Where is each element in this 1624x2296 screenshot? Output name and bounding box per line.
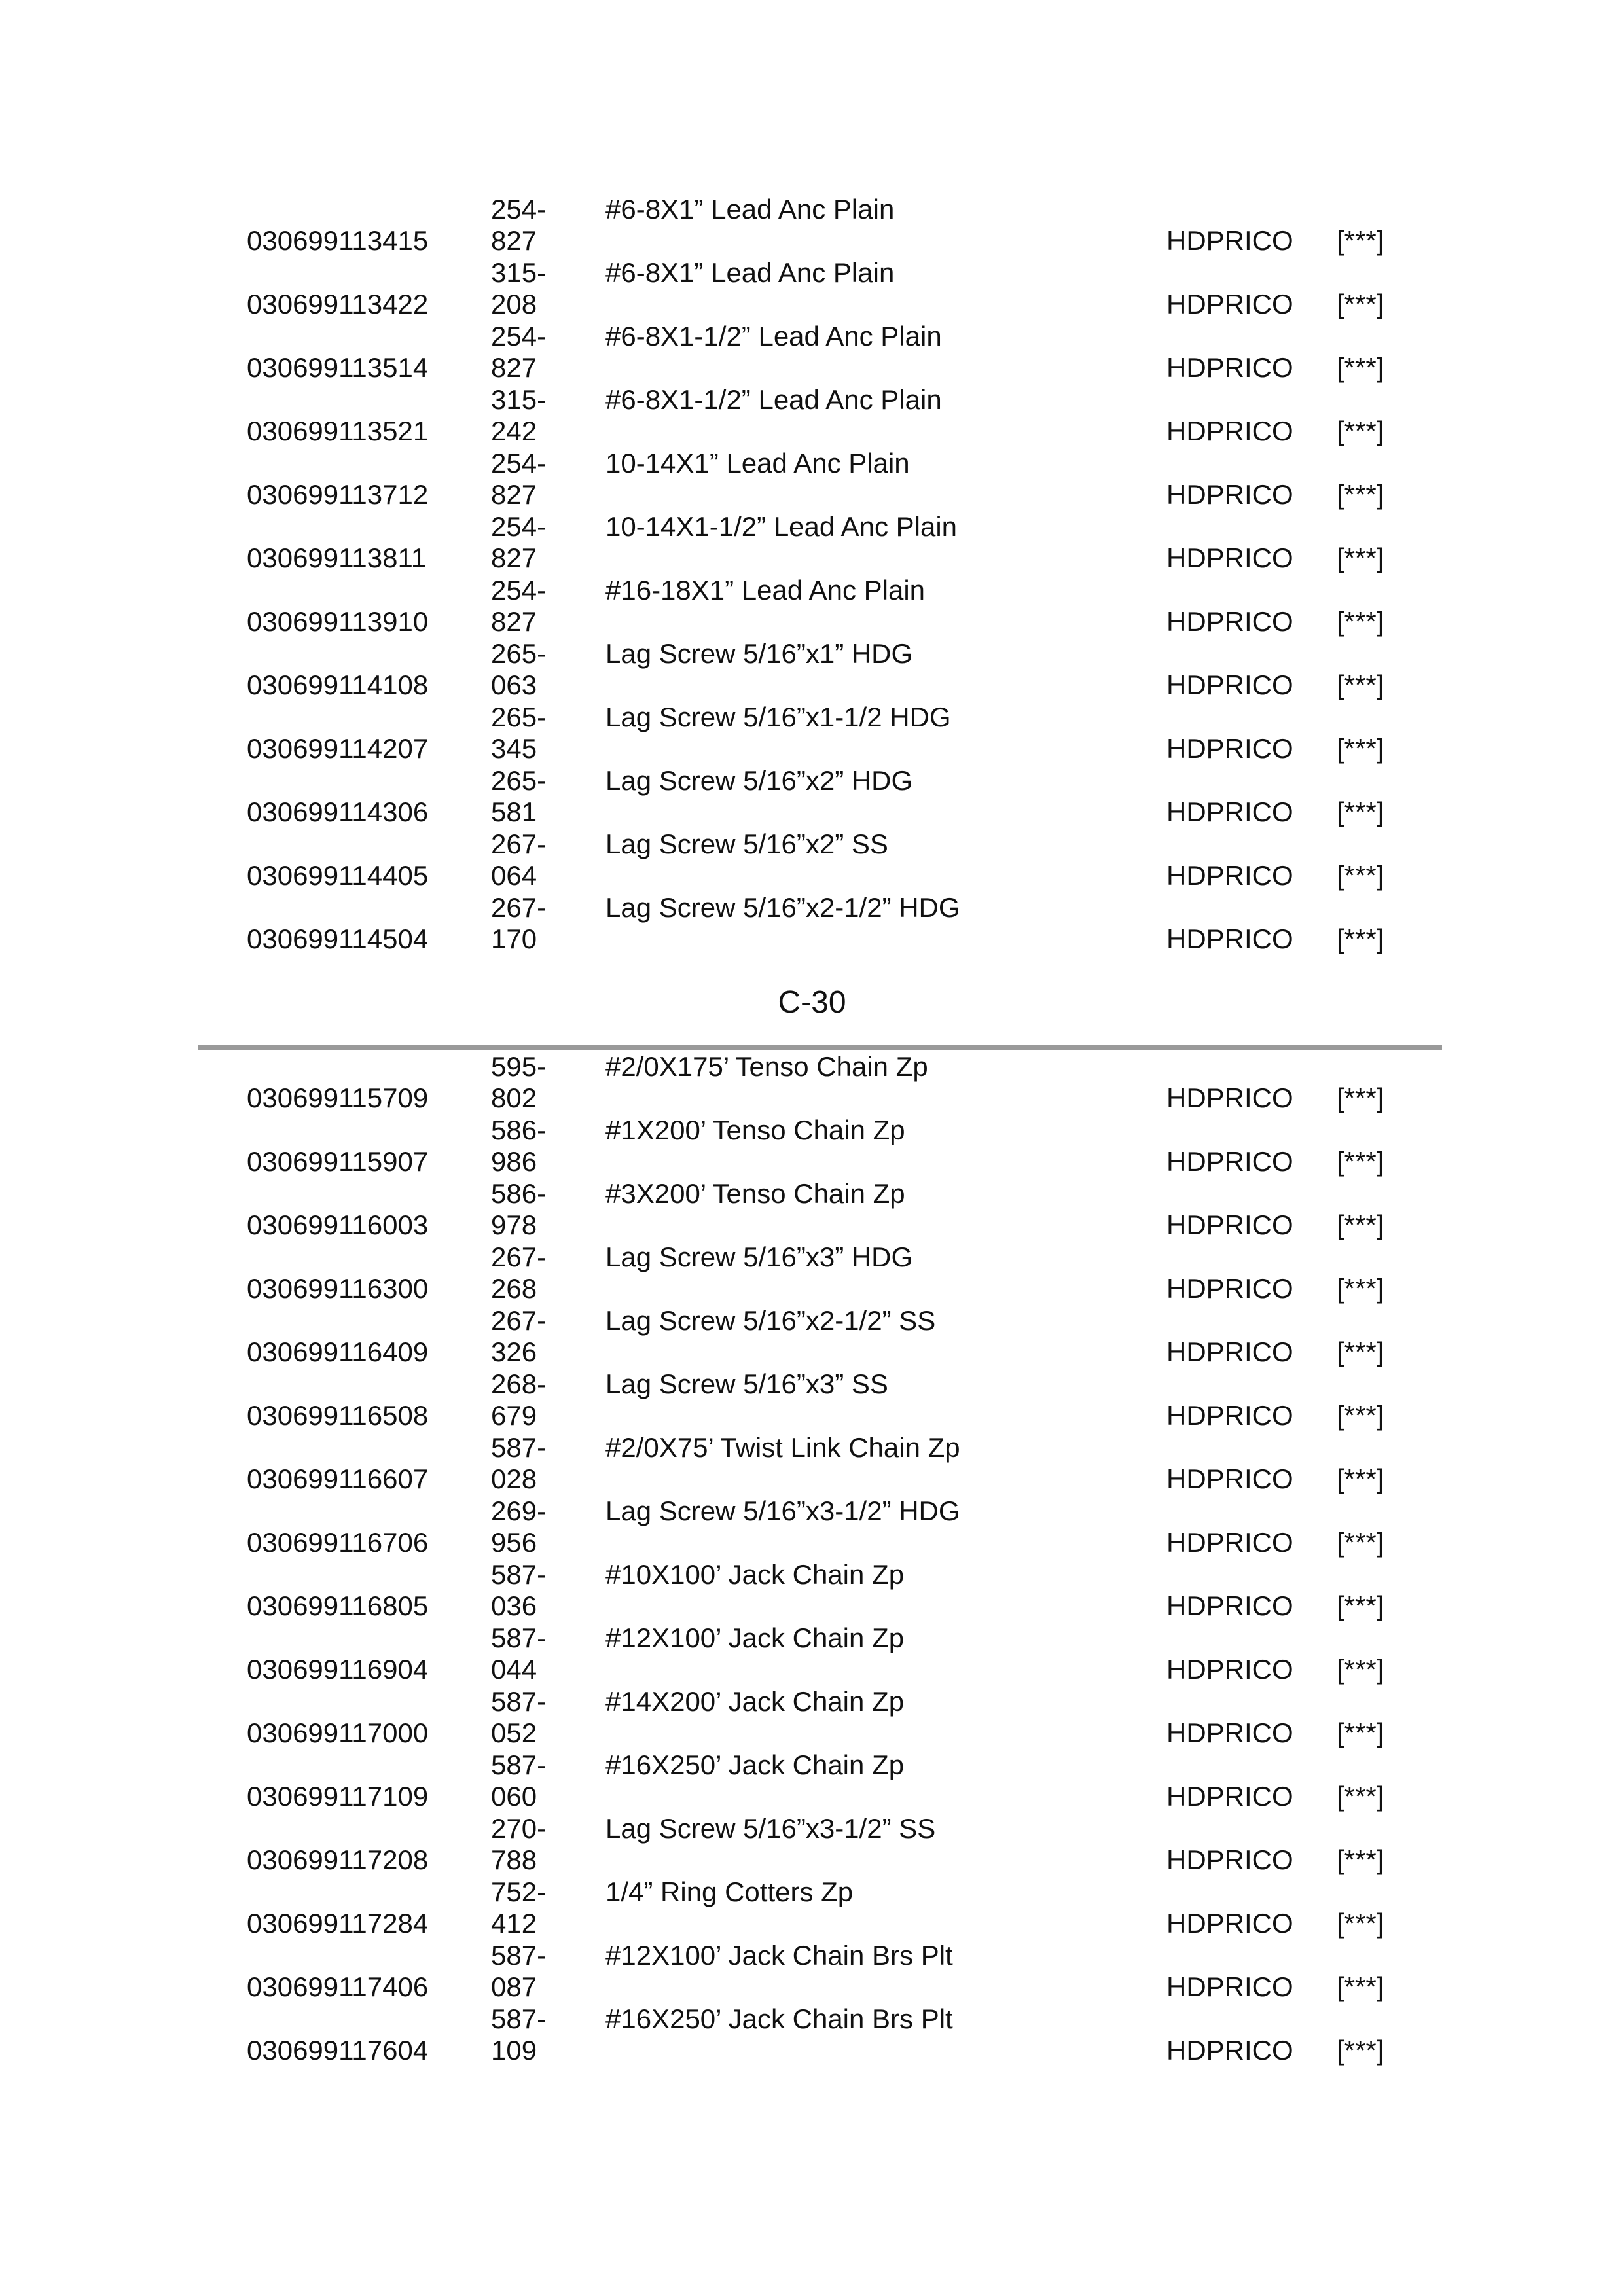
item-description: #6-8X1-1/2” Lead Anc Plain <box>605 384 942 415</box>
table-row <box>0 1876 1624 1940</box>
price-redacted: [***] <box>1337 1908 1384 1939</box>
upc-code: 030699113422 <box>247 289 429 319</box>
upc-code: 030699114306 <box>247 797 429 827</box>
vendor-code: HDPRICO <box>1166 1210 1293 1240</box>
table-row <box>0 1940 1624 2003</box>
price-redacted: [***] <box>1337 2035 1384 2066</box>
upc-code: 030699115907 <box>247 1146 429 1177</box>
vendor-code: HDPRICO <box>1166 1590 1293 1621</box>
sku-number-bottom: 956 <box>491 1527 537 1558</box>
item-description: #6-8X1-1/2” Lead Anc Plain <box>605 321 942 351</box>
upc-code: 030699117208 <box>247 1844 429 1875</box>
sku-number-bottom: 326 <box>491 1336 537 1367</box>
upc-code: 030699113521 <box>247 416 429 446</box>
item-description: #2/0X75’ Twist Link Chain Zp <box>605 1432 960 1463</box>
sku-number-top: 587- <box>491 2003 547 2034</box>
upc-code: 030699116706 <box>247 1527 429 1558</box>
price-redacted: [***] <box>1337 924 1384 954</box>
table-row <box>0 1051 1624 1115</box>
item-description: Lag Screw 5/16”x2” SS <box>605 829 888 859</box>
sku-number-bottom: 064 <box>491 860 537 891</box>
sku-number-top: 254- <box>491 575 547 605</box>
price-redacted: [***] <box>1337 1336 1384 1367</box>
vendor-code: HDPRICO <box>1166 543 1293 573</box>
price-redacted: [***] <box>1337 1463 1384 1494</box>
upc-code: 030699113910 <box>247 606 429 637</box>
vendor-code: HDPRICO <box>1166 289 1293 319</box>
sku-number-top: 315- <box>491 384 547 415</box>
vendor-code: HDPRICO <box>1166 733 1293 764</box>
sku-number-bottom: 052 <box>491 1717 537 1748</box>
item-description: Lag Screw 5/16”x3-1/2” SS <box>605 1813 936 1844</box>
price-redacted: [***] <box>1337 416 1384 446</box>
table-row <box>0 1813 1624 1876</box>
table-row <box>0 2003 1624 2067</box>
sku-number-top: 586- <box>491 1115 547 1145</box>
table-row <box>0 765 1624 829</box>
sku-number-bottom: 044 <box>491 1654 537 1685</box>
vendor-code: HDPRICO <box>1166 860 1293 891</box>
table-row <box>0 1623 1624 1686</box>
vendor-code: HDPRICO <box>1166 479 1293 510</box>
table-row <box>0 1369 1624 1432</box>
page-divider <box>198 1045 1442 1050</box>
upc-code: 030699117284 <box>247 1908 429 1939</box>
vendor-code: HDPRICO <box>1166 225 1293 256</box>
table-row <box>0 1496 1624 1559</box>
sku-number-bottom: 679 <box>491 1400 537 1431</box>
sku-number-bottom: 802 <box>491 1083 537 1113</box>
upc-code: 030699116805 <box>247 1590 429 1621</box>
upc-code: 030699116300 <box>247 1273 429 1304</box>
item-description: Lag Screw 5/16”x3” SS <box>605 1369 888 1399</box>
sku-number-bottom: 109 <box>491 2035 537 2066</box>
price-redacted: [***] <box>1337 543 1384 573</box>
sku-number-bottom: 788 <box>491 1844 537 1875</box>
item-description: #14X200’ Jack Chain Zp <box>605 1686 905 1717</box>
item-description: #6-8X1” Lead Anc Plain <box>605 194 895 224</box>
table-row <box>0 702 1624 765</box>
sku-number-bottom: 827 <box>491 352 537 383</box>
upc-code: 030699116003 <box>247 1210 429 1240</box>
sku-number-bottom: 986 <box>491 1146 537 1177</box>
sku-number-bottom: 412 <box>491 1908 537 1939</box>
upc-code: 030699117604 <box>247 2035 429 2066</box>
item-description: #16X250’ Jack Chain Zp <box>605 1749 905 1780</box>
item-description: #2/0X175’ Tenso Chain Zp <box>605 1051 928 1082</box>
table-row <box>0 1115 1624 1178</box>
sku-number-top: 587- <box>491 1559 547 1590</box>
sku-number-bottom: 827 <box>491 606 537 637</box>
sku-number-bottom: 087 <box>491 1971 537 2002</box>
upc-code: 030699116508 <box>247 1400 429 1431</box>
item-description: #16-18X1” Lead Anc Plain <box>605 575 926 605</box>
upc-code: 030699115709 <box>247 1083 429 1113</box>
item-description: Lag Screw 5/16”x2” HDG <box>605 765 913 796</box>
item-description: #16X250’ Jack Chain Brs Plt <box>605 2003 953 2034</box>
price-redacted: [***] <box>1337 1971 1384 2002</box>
upc-code: 030699117406 <box>247 1971 429 2002</box>
item-description: #12X100’ Jack Chain Zp <box>605 1623 905 1653</box>
table-row <box>0 511 1624 575</box>
vendor-code: HDPRICO <box>1166 606 1293 637</box>
sku-number-top: 315- <box>491 257 547 288</box>
upc-code: 030699114504 <box>247 924 429 954</box>
price-redacted: [***] <box>1337 225 1384 256</box>
price-redacted: [***] <box>1337 1146 1384 1177</box>
sku-number-top: 752- <box>491 1876 547 1907</box>
sku-number-bottom: 827 <box>491 479 537 510</box>
upc-code: 030699117109 <box>247 1781 429 1812</box>
upc-code: 030699114405 <box>247 860 429 891</box>
vendor-code: HDPRICO <box>1166 670 1293 700</box>
sku-number-top: 595- <box>491 1051 547 1082</box>
price-redacted: [***] <box>1337 797 1384 827</box>
table-row <box>0 829 1624 892</box>
sku-number-top: 587- <box>491 1432 547 1463</box>
table-row <box>0 1749 1624 1813</box>
sku-number-bottom: 827 <box>491 225 537 256</box>
price-redacted: [***] <box>1337 606 1384 637</box>
sku-number-bottom: 036 <box>491 1590 537 1621</box>
vendor-code: HDPRICO <box>1166 1527 1293 1558</box>
price-redacted: [***] <box>1337 733 1384 764</box>
item-description: #12X100’ Jack Chain Brs Plt <box>605 1940 953 1971</box>
vendor-code: HDPRICO <box>1166 416 1293 446</box>
sku-number-top: 267- <box>491 1242 547 1272</box>
item-description: Lag Screw 5/16”x3-1/2” HDG <box>605 1496 960 1526</box>
vendor-code: HDPRICO <box>1166 1781 1293 1812</box>
price-redacted: [***] <box>1337 289 1384 319</box>
price-redacted: [***] <box>1337 352 1384 383</box>
vendor-code: HDPRICO <box>1166 797 1293 827</box>
price-redacted: [***] <box>1337 860 1384 891</box>
upc-code: 030699113712 <box>247 479 429 510</box>
sku-number-top: 587- <box>491 1940 547 1971</box>
item-description: #1X200’ Tenso Chain Zp <box>605 1115 905 1145</box>
table-row <box>0 1432 1624 1496</box>
sku-number-bottom: 063 <box>491 670 537 700</box>
price-redacted: [***] <box>1337 1210 1384 1240</box>
price-redacted: [***] <box>1337 1781 1384 1812</box>
upc-code: 030699114207 <box>247 733 429 764</box>
price-redacted: [***] <box>1337 1400 1384 1431</box>
sku-number-top: 254- <box>491 194 547 224</box>
table-row <box>0 892 1624 956</box>
vendor-code: HDPRICO <box>1166 1908 1293 1939</box>
vendor-code: HDPRICO <box>1166 1844 1293 1875</box>
product-list-bottom <box>0 1051 1624 2067</box>
upc-code: 030699116409 <box>247 1336 429 1367</box>
upc-code: 030699113514 <box>247 352 429 383</box>
upc-code: 030699116904 <box>247 1654 429 1685</box>
sku-number-bottom: 978 <box>491 1210 537 1240</box>
sku-number-bottom: 208 <box>491 289 537 319</box>
sku-number-bottom: 345 <box>491 733 537 764</box>
item-description: #3X200’ Tenso Chain Zp <box>605 1178 905 1209</box>
sku-number-top: 269- <box>491 1496 547 1526</box>
vendor-code: HDPRICO <box>1166 1146 1293 1177</box>
sku-number-top: 254- <box>491 448 547 478</box>
price-redacted: [***] <box>1337 1590 1384 1621</box>
vendor-code: HDPRICO <box>1166 1463 1293 1494</box>
table-row <box>0 384 1624 448</box>
price-redacted: [***] <box>1337 1083 1384 1113</box>
sku-number-top: 267- <box>491 829 547 859</box>
table-row <box>0 448 1624 511</box>
vendor-code: HDPRICO <box>1166 1717 1293 1748</box>
vendor-code: HDPRICO <box>1166 352 1293 383</box>
item-description: Lag Screw 5/16”x3” HDG <box>605 1242 913 1272</box>
item-description: 1/4” Ring Cotters Zp <box>605 1876 854 1907</box>
price-redacted: [***] <box>1337 1273 1384 1304</box>
item-description: Lag Screw 5/16”x1” HDG <box>605 638 913 669</box>
sku-number-bottom: 170 <box>491 924 537 954</box>
table-row <box>0 1178 1624 1242</box>
vendor-code: HDPRICO <box>1166 2035 1293 2066</box>
price-redacted: [***] <box>1337 479 1384 510</box>
price-redacted: [***] <box>1337 1654 1384 1685</box>
price-redacted: [***] <box>1337 670 1384 700</box>
vendor-code: HDPRICO <box>1166 1083 1293 1113</box>
upc-code: 030699114108 <box>247 670 429 700</box>
sku-number-bottom: 581 <box>491 797 537 827</box>
item-description: Lag Screw 5/16”x1-1/2 HDG <box>605 702 951 732</box>
sku-number-bottom: 827 <box>491 543 537 573</box>
item-description: #6-8X1” Lead Anc Plain <box>605 257 895 288</box>
sku-number-top: 265- <box>491 765 547 796</box>
table-row <box>0 1305 1624 1369</box>
price-redacted: [***] <box>1337 1527 1384 1558</box>
upc-code: 030699113811 <box>247 543 427 573</box>
vendor-code: HDPRICO <box>1166 1971 1293 2002</box>
sku-number-bottom: 028 <box>491 1463 537 1494</box>
table-row <box>0 638 1624 702</box>
sku-number-top: 265- <box>491 702 547 732</box>
sku-number-bottom: 242 <box>491 416 537 446</box>
sku-number-top: 587- <box>491 1686 547 1717</box>
price-redacted: [***] <box>1337 1844 1384 1875</box>
sku-number-top: 254- <box>491 321 547 351</box>
page-label: C-30 <box>778 985 846 1020</box>
table-row <box>0 1559 1624 1623</box>
item-description: 10-14X1-1/2” Lead Anc Plain <box>605 511 958 542</box>
upc-code: 030699116607 <box>247 1463 429 1494</box>
sku-number-bottom: 060 <box>491 1781 537 1812</box>
table-row <box>0 1686 1624 1749</box>
product-list-top <box>0 194 1624 956</box>
item-description: 10-14X1” Lead Anc Plain <box>605 448 910 478</box>
sku-number-bottom: 268 <box>491 1273 537 1304</box>
vendor-code: HDPRICO <box>1166 924 1293 954</box>
sku-number-top: 267- <box>491 892 547 923</box>
item-description: Lag Screw 5/16”x2-1/2” HDG <box>605 892 960 923</box>
table-row <box>0 575 1624 638</box>
upc-code: 030699113415 <box>247 225 429 256</box>
vendor-code: HDPRICO <box>1166 1654 1293 1685</box>
table-row <box>0 257 1624 321</box>
upc-code: 030699117000 <box>247 1717 429 1748</box>
sku-number-top: 265- <box>491 638 547 669</box>
price-redacted: [***] <box>1337 1717 1384 1748</box>
vendor-code: HDPRICO <box>1166 1400 1293 1431</box>
sku-number-top: 270- <box>491 1813 547 1844</box>
sku-number-top: 587- <box>491 1749 547 1780</box>
table-row <box>0 194 1624 257</box>
table-row <box>0 1242 1624 1305</box>
vendor-code: HDPRICO <box>1166 1273 1293 1304</box>
sku-number-top: 254- <box>491 511 547 542</box>
sku-number-top: 586- <box>491 1178 547 1209</box>
table-row <box>0 321 1624 384</box>
sku-number-top: 267- <box>491 1305 547 1336</box>
sku-number-top: 587- <box>491 1623 547 1653</box>
item-description: Lag Screw 5/16”x2-1/2” SS <box>605 1305 936 1336</box>
vendor-code: HDPRICO <box>1166 1336 1293 1367</box>
sku-number-top: 268- <box>491 1369 547 1399</box>
item-description: #10X100’ Jack Chain Zp <box>605 1559 905 1590</box>
